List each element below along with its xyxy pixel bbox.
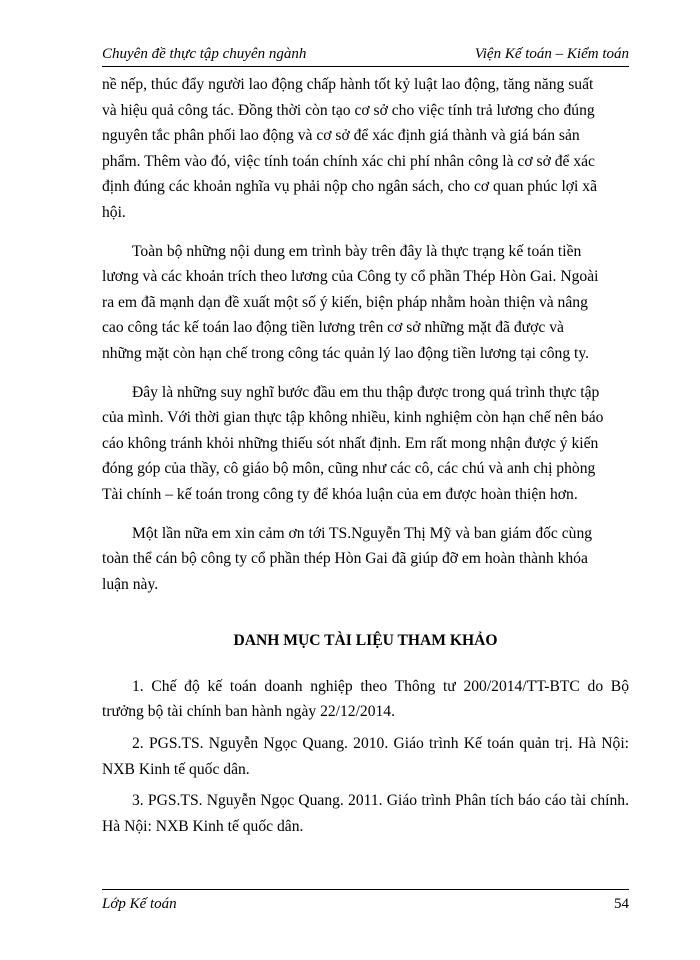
text-line: luận này. [102, 575, 159, 593]
header-left-text: Chuyên đề thực tập chuyên ngành [102, 46, 307, 62]
text-line: Toàn bộ những nội dung em trình bày trên đây là thực trạng kế toán tiền [132, 242, 582, 260]
text-line: ra em đã mạnh dạn đề xuất một số ý kiến, biện pháp nhằm hoàn thiện và nâng [102, 293, 588, 311]
reference-item-1: 1. Chế độ kế toán doanh nghiệp theo Thông tư 200/2014/TT-BTC do Bộ trưởng bộ tài chính ban hành ngày 22/12/2014. [102, 677, 629, 721]
text-line: Tài chính – kế toán trong công ty để khóa luận của em được hoàn thiện hơn. [102, 485, 578, 503]
paragraph-1 [102, 72, 629, 226]
text-line: và hiệu quả công tác. Đồng thời còn tạo cơ sở cho việc tính trả lương cho đúng [102, 101, 595, 119]
text-line: cao công tác kế toán lao động tiền lương trên cơ sở những mặt đã được và [102, 319, 564, 337]
text-line: Một lần nữa em xin cảm ơn tới TS.Nguyễn Thị Mỹ và ban giám đốc cùng [132, 524, 593, 542]
header-right-text: Viện Kế toán – Kiểm toán [474, 46, 629, 62]
text-line: định đúng các khoản nghĩa vụ phải nộp cho ngân sách, cho cơ quan phúc lợi xã [102, 178, 598, 196]
text-line: những mặt còn hạn chế trong công tác quản lý lao động tiền lương tại công ty. [102, 344, 590, 362]
reference-item-3: 3. PGS.TS. Nguyễn Ngọc Quang. 2011. Giáo trình Phân tích báo cáo tài chính. Hà Nội: NXB Kinh tế quốc dân. [102, 792, 629, 835]
page-header [102, 44, 629, 67]
paragraph-2 [102, 239, 629, 367]
text-line: nề nếp, thúc đẩy người lao động chấp hành tốt kỷ luật lao động, tăng năng suất [102, 76, 594, 93]
page-body [102, 72, 629, 839]
text-line: toàn thể cán bộ công ty cổ phần thép Hòn Gai đã giúp đỡ em hoàn thành khóa [102, 550, 588, 568]
text-line: Đây là những suy nghĩ bước đầu em thu thập được trong quá trình thực tập [132, 383, 600, 401]
page-footer [102, 889, 629, 912]
text-line: đóng góp của thầy, cô giáo bộ môn, cũng như các cô, các chú và anh chị phòng [102, 460, 596, 478]
text-line: của mình. Với thời gian thực tập không nhiều, kinh nghiệm còn hạn chế nên báo [102, 409, 604, 427]
references-title: DANH MỤC TÀI LIỆU THAM KHẢO [233, 632, 498, 650]
text-line: hội. [102, 203, 126, 221]
text-line: cáo không tránh khỏi những thiếu sót nhất định. Em rất mong nhận được ý kiến [102, 434, 599, 452]
reference-item-2: 2. PGS.TS. Nguyễn Ngọc Quang. 2010. Giáo trình Kế toán quản trị. Hà Nội: NXB Kinh tế quốc dân. [102, 735, 629, 778]
text-line: lương và các khoản trích theo lương của Công ty cổ phần Thép Hòn Gai. Ngoài [102, 268, 599, 286]
paragraph-4 [102, 521, 629, 598]
page-number: 54 [614, 896, 629, 912]
text-line: nguyên tắc phân phối lao động và cơ sở để xác định giá thành và giá bán sản [102, 127, 580, 145]
paragraph-3 [102, 380, 629, 508]
text-line: phẩm. Thêm vào đó, việc tính toán chính xác chi phí nhân công là cơ sở để xác [102, 152, 595, 170]
footer-class-name: Lớp Kế toán [102, 896, 177, 912]
